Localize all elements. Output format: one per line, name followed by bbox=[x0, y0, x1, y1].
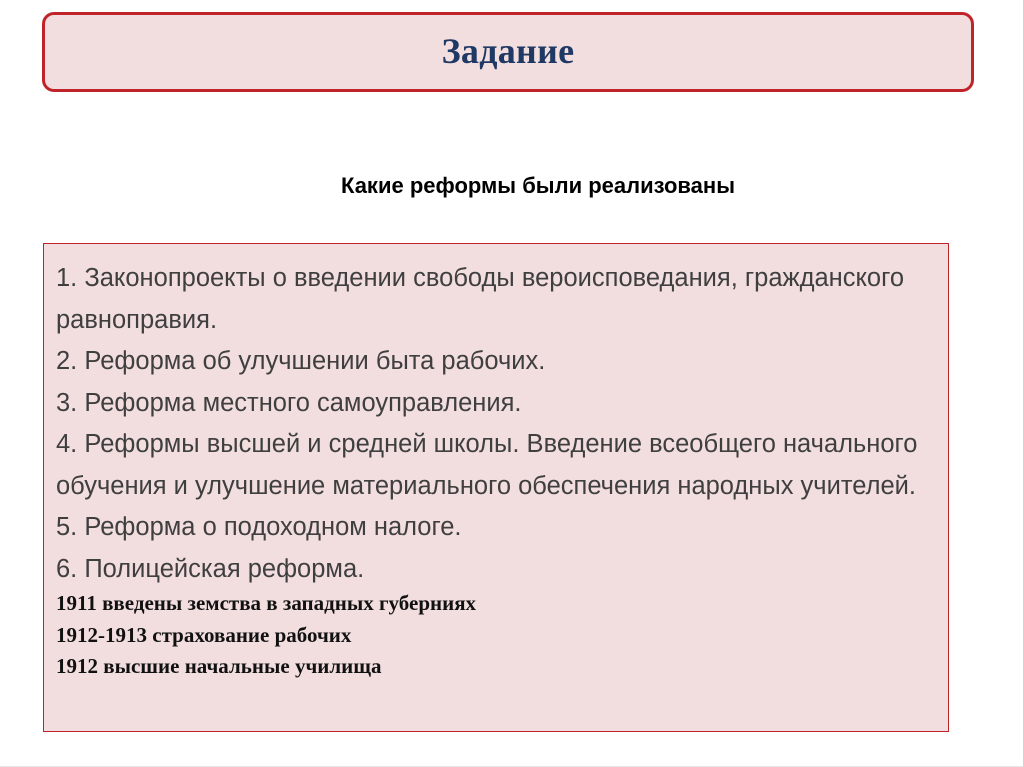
reform-item-2: 2. Реформа об улучшении быта рабочих. bbox=[56, 347, 546, 375]
reform-item-3: 3. Реформа местного самоуправления. bbox=[56, 388, 522, 417]
reform-item-1: 1. Законопроекты о введении свободы вероисповедания, гражданского равноправия. bbox=[56, 264, 905, 334]
note-item-1: 1911 введены земства в западных губерниях bbox=[56, 591, 477, 615]
reforms-box bbox=[43, 243, 949, 732]
reform-item-6: 6. Полицейская реформа. bbox=[56, 554, 365, 583]
note-item-3: 1912 высшие начальные училища bbox=[56, 654, 382, 678]
title-banner bbox=[42, 12, 974, 92]
reform-item-5: 5. Реформа о подоходном налоге. bbox=[56, 513, 462, 541]
page-title: Задание bbox=[441, 31, 575, 71]
notes-list bbox=[56, 588, 936, 683]
note-item-2: 1912-1913 страхование рабочих bbox=[56, 622, 352, 647]
reform-item-4: 4. Реформы высшей и средней школы. Введение всеобщего начального обучения и улучшение материального обеспечения народных учителей. bbox=[56, 430, 918, 500]
question-heading: Какие реформы были реализованы bbox=[341, 173, 735, 198]
